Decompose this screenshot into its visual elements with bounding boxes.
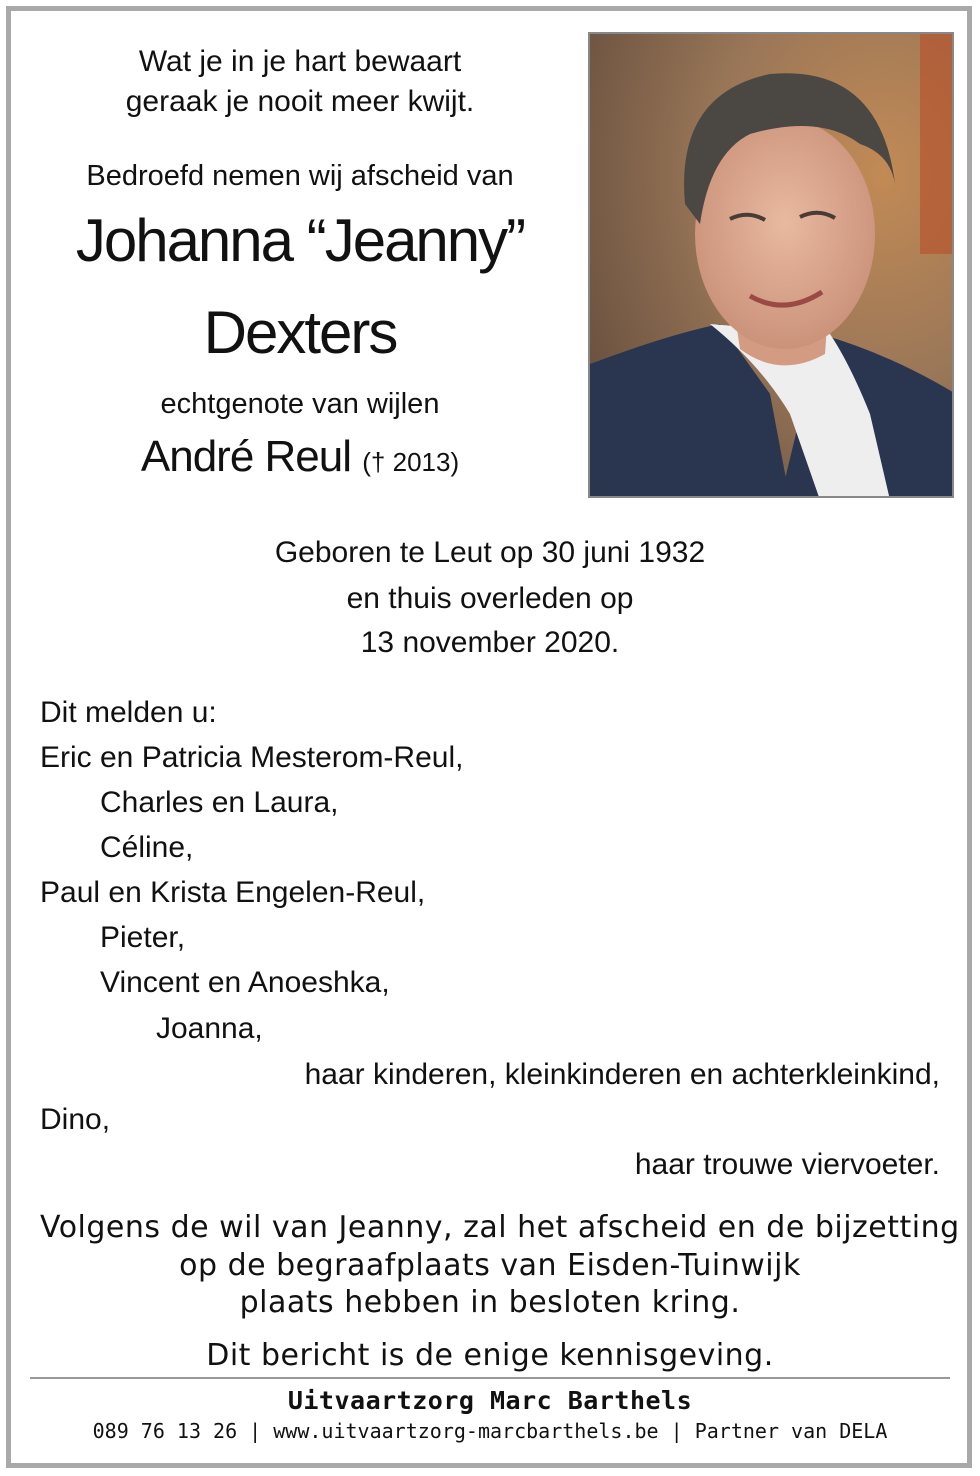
- contact-line: [40, 1419, 940, 1443]
- family-line: Paul en Krista Engelen-Reul,: [40, 876, 426, 909]
- death-line-1: en thuis overleden op: [346, 582, 634, 615]
- closing-line-2: op de begraafplaats van Eisden-Tuinwijk: [179, 1248, 801, 1283]
- closing-line-1: Volgens de wil van Jeanny, zal het afscheid en de bijzetting: [40, 1210, 960, 1245]
- verse-line-2: geraak je nooit meer kwijt.: [125, 85, 475, 118]
- family-line: Céline,: [100, 831, 194, 864]
- footer-divider: [30, 1377, 950, 1379]
- deceased-name-line-2: Dexters: [203, 299, 397, 366]
- verse-line-1: Wat je in je hart bewaart: [138, 45, 462, 78]
- phone-number: 089 76 13 26: [92, 1419, 238, 1443]
- spouse-intro: echtgenote van wijlen: [160, 388, 440, 420]
- family-relation-line: haar trouwe viervoeter.: [634, 1148, 940, 1181]
- spouse-death-note: († 2013): [362, 447, 460, 477]
- birth-line: Geboren te Leut op 30 juni 1932: [274, 536, 706, 569]
- family-line: Dino,: [40, 1103, 111, 1136]
- partner-text: Partner van DELA: [694, 1419, 888, 1443]
- portrait-illustration: [590, 34, 954, 498]
- deceased-name-line-1: Johanna “Jeanny”: [75, 207, 525, 274]
- separator: |: [670, 1419, 695, 1443]
- family-heading: Dit melden u:: [40, 696, 217, 729]
- intro-text: Bedroefd nemen wij afscheid van: [86, 160, 514, 192]
- closing-line-3: plaats hebben in besloten kring.: [239, 1285, 741, 1320]
- family-line: Vincent en Anoeshka,: [100, 966, 390, 999]
- company-name: Uitvaartzorg Marc Barthels: [287, 1386, 693, 1415]
- spouse-line: [40, 432, 560, 482]
- family-relation-line: haar kinderen, kleinkinderen en achterkleinkind,: [304, 1058, 940, 1091]
- death-line-2: 13 november 2020.: [360, 626, 620, 659]
- notice-line: Dit bericht is de enige kennisgeving.: [206, 1338, 774, 1373]
- family-line: Eric en Patricia Mesterom-Reul,: [40, 741, 464, 774]
- family-line: Pieter,: [100, 921, 186, 954]
- spouse-name: André Reul: [140, 432, 352, 481]
- website-link[interactable]: www.uitvaartzorg-marcbarthels.be: [273, 1419, 659, 1443]
- family-line: Charles en Laura,: [100, 786, 339, 819]
- family-line: Joanna,: [156, 1012, 263, 1045]
- portrait-photo: [588, 32, 954, 498]
- separator: |: [249, 1419, 274, 1443]
